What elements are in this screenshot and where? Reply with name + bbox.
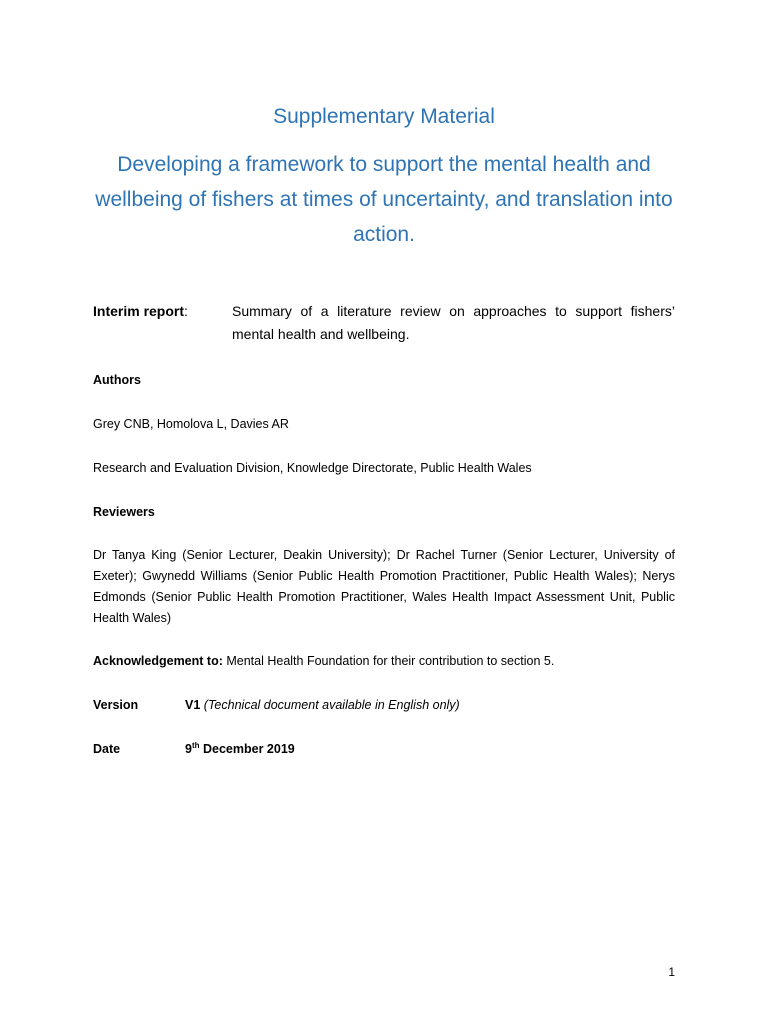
date-suffix: th [191,740,200,750]
version-value: V1 [185,698,201,712]
acknowledgement [93,651,675,672]
version-label: Version [93,698,139,712]
author-affiliation: Research and Evaluation Division, Knowledge Directorate, Public Health Wales [93,461,532,475]
acknowledgement-label: Acknowledgement to: [93,654,223,668]
interim-report-colon: : [184,303,188,319]
author-names: Grey CNB, Homolova L, Davies AR [93,417,289,431]
date-row [93,739,675,760]
authors-heading: Authors [93,373,141,387]
version-value-wrap [185,695,460,716]
version-note: (Technical document available in English only) [203,698,460,712]
version-row [93,695,675,716]
date-rest: December 2019 [199,742,295,756]
interim-report [93,300,675,346]
acknowledgement-text: Mental Health Foundation for their contribution to section 5. [222,654,555,668]
main-title: Developing a framework to support the mental health and wellbeing of fishers at times of uncertainty, and translation into action. [95,153,673,246]
interim-report-text: Summary of a literature review on approaches to support fishers’ mental health and wellbeing. [232,303,675,342]
interim-report-label [93,300,232,346]
supplementary-title: Supplementary Material [273,105,495,128]
interim-report-label-text: Interim report [93,303,185,319]
date-day: 9 [185,742,192,756]
date-label: Date [93,742,121,756]
reviewers-text: Dr Tanya King (Senior Lecturer, Deakin University); Dr Rachel Turner (Senior Lecturer, University of Exeter); Gwynedd Williams (Senior Public Health Promotion Practitioner, Public Health Wales); Nerys Edmonds (Senior Public Health Promotion Practitioner, Wales Health Impact Assessment Unit, Public Health Wales) [93,548,675,625]
reviewers-heading: Reviewers [93,505,155,519]
date-value [185,739,295,760]
page-number: 1 [668,965,675,979]
